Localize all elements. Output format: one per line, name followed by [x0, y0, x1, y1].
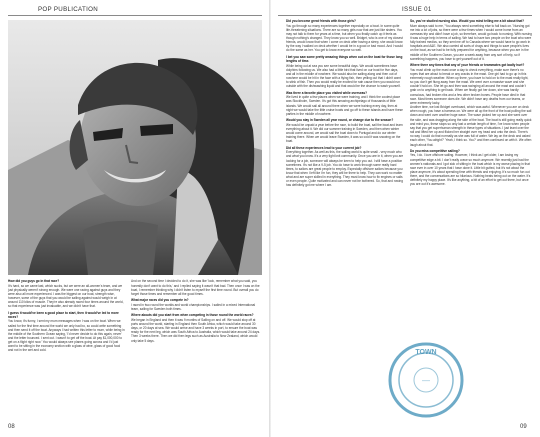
answer-paragraph: We began in England and then it was 9 months of Sailing on and off. We would stop off at ports around the world, starting in England then South Africa, which would take around 30 days, or 20 days at sea. We would arrive and have 3 weeks in port, to ensure the boat was ready for the next leg, which was South Africa to Australia, which would take around 24 days. Then 3 weeks there. Then we did then legs such as Australia to New Zealand, which would only take 5 days. — [131, 317, 261, 343]
right-column-1 — [286, 19, 404, 188]
stamp-ring-text: TOWN — [415, 349, 437, 356]
question-heading: Where there any times that any of your friends or teammates got badly hurt? — [410, 63, 525, 68]
question-heading: Where abouts did you start from when competing in those round the world races? — [131, 313, 254, 318]
left-header-title: POP PUBLICATION — [38, 6, 98, 13]
answer-paragraph: You know, it's funny, I sent my mum messages when I was on the boat. When we sailed for the first time around the world we only had bo, so could write something and then send it off the boat. Anyways I had written this letter to mum, while being in the middle of the Southern Ocean saying, 'I'd never decide to do this again, never' and the letter bounced. I sent out. I wasn't to get off the boat. At pay $1,000,000 to get on a flight right now.' You would always see planes going across and I'd just want to be sitting in the economy section with a glass of wine, glass of good food and not in the wet and cold. — [8, 319, 125, 353]
answer-paragraph: Everything together. As well as this, the sailing world is quite small - very much who and what you know. It's a very tight knit community. Once you are in it, when you are looking for a job, someone will always be keen to help you out. I still have a position sometimes. It's not like a 9-5 job. You do have to work through some really hard times, to sailors are great people to employ. Especially offshore sailors because you know that when I left like I'm fun, they will be there to help. They can work no matter what and are super skilled in everything. They must know how to fix engines or sails or even people. Quite motivated and can never not be bothered. So, that and rowing has definitely got me where I am. — [286, 150, 404, 188]
answer-paragraph: Yes, I do. I love offshore sailing. However, I think as I get older, I am losing my competitive edge a bit. I don't really crave so much anymore. We recently just had the women's nationals and I got sick of sitting in the boat which is my worse placing in that race ever in over 10 years that I have done it. Little bit gutted, but it's not about the place anymore, it's about spending time with friends and enjoying. It's so much fun out there, and the conversations are so hilarious. Nothing beats being out on the water. It's definitely my happy place. It's like anything, a bit of an effort to get out there, but once you are out it's awesome. — [410, 153, 531, 187]
left-column-2 — [131, 279, 261, 343]
left-page-number: 08 — [8, 424, 15, 430]
question-heading: So, you've studied nursing also. Would you mind telling me a bit about that? — [410, 19, 525, 23]
answer-paragraph: While being out at sea you see some beautiful days. We would sometimes have dolphins following us. We also had a little bird that lived on our boat for five days, and all in the middle of nowhere. We would also be sailing along and then out of nowhere would be hit in the face with a flying fish, then yelling out that I didn't want to stink of fish. Then you would really be excited for rain cause then you would run outside with the dishwashing liquid and that would be the chance to wash yourself. — [286, 63, 401, 89]
right-page-number: 09 — [520, 424, 527, 430]
question-heading: Was there a favorite place you visited while overseas? — [286, 90, 368, 95]
answer-paragraph: We would be unpaid a year before the race, to build the boat, sail the boat and learn everything about it. We did our summer training in Sweden, and then when winter would come around, we would sail the boat down to Portugal and do our winter training there. When we would leave Sweden, it was so cold it was snowing on the boat. — [286, 122, 403, 144]
question-heading: Would you stay in Sweden all year round, or change due to the season? — [286, 118, 394, 123]
question-heading: Do you miss competitive sailing? — [410, 148, 460, 153]
portrait-photo — [8, 20, 262, 275]
question-heading: Did you become great friends with those girls? — [286, 19, 356, 23]
answer-paragraph: Mum always said to me, 'You always need something else to fall back on.' Nursing got me into a lot of jobs, so there were a few times when I would come home from an overseas trip and didn't have a job, so therefore, would go back to nursing. With nursing it was a huge help in terms of sailing. We had to have two people on the boat who were fully trained medics, so they sent me off to Canada where we would have to go work in hospitals and A&E. We also carried all sorts of drugs and things to save people's lives on the boat, as we had to be fully prepared for anything, because when you are in the middle of the Southern Ocean, you are a week away from any sort of help, so if something happens, you have to get yourself out of it. — [410, 23, 532, 61]
answer-paragraph: You go through so many experiences together especially on a boat. In some quite life-threatening situations. There are so many girls now that are just like sisters. You may not talk to them for years at a time, but when you finally catch up it feels as though nothing's changed. They know you so well. Bridget, who is one of my closest friends, would know that when I come on deck after having a sleep, she would know by the way I walked on deck whether I would be in a good or bad mood. And I would do the same as her. You get to know everyone so well. — [286, 23, 403, 53]
answer-paragraph: I raced in two round the worlds and world championships. I sailed in a mixed International team, sailing for Sweden both times. — [131, 302, 256, 311]
circular-stamp-logo — [386, 340, 466, 420]
question-heading: How did you guys go in that race? — [8, 279, 60, 283]
right-column-2 — [410, 19, 532, 187]
answer-paragraph: And on the second time I decided to do it, she was like 'look, remember what you said, you honestly don't want to do this,' and I replied saying it wasn't that bad. Then once I was on the boat, I remember thinking why I didn't listen to myself the first time round. But overall you do forget those times and remember all the good times. — [131, 279, 260, 296]
stamp-center-text: — — [422, 376, 430, 385]
question-heading: What major races did you compete in? — [131, 298, 189, 303]
question-heading: Did all these experiences lead to your current job? — [286, 145, 362, 150]
left-column-1 — [8, 279, 125, 353]
answer-paragraph: It's hard, so we came last, which sucks, but we were an all-women's team, and we just physically weren't strong enough. We were one racing against guys and they were also all more experienced. I was the biggest on our boat, strength wise, however, some of the guys that you would be sailing against would weigh in at around 110 kilos of muscle. They're also already raced four times around the world, so that experience was just invaluable, and we didn't have that. — [8, 283, 124, 309]
answer-paragraph: You must climb up the mast once a day to check everything, make sure there's no ropes that are about to break or any cracks in the mast. One girl had to go up in this extremely rough weather. When up there, you have to hold on to the mast really tight, so you don't get flung away from the mast. We went over a massive wave and she couldn't hold on. She let go and then was swinging all around the mast and couldn't grab on to anything to get back. When we finally got her down, she was hardly conscious, had broken ribs and a few other broken bones. People have died in that race. Most times someone does die. We didn't have any deaths from our teams, or were extremely lucky. Another time, we lost Bridget overboard, which was awful. Whenever you are on deck when rough, you have a harness on. We were all up the front of the boat pulling the sail down and went over another huge wave. The wave picked her up and she went over the side, and was dragging along the side of the boat. The boat is still going really quick and mind you, these stops so only last a certain length of time, I've know when people say that you get superhuman strength in these types of situations. I just leant over the rail and lifted her up and flicked her straight over my head and onto the deck. There's no way I could do that normally as she was full of water. We lay on the deck and asked each other, 'You alright?' 'Yeah, I think so. You?' and then continued on with it. We often laugh about that. — [410, 67, 532, 147]
right-header-title: ISSUE 01 — [402, 6, 432, 13]
question-heading: I bet you saw some pretty amazing things when out on the boat for those long lengths of time. — [286, 54, 403, 63]
answer-paragraph: We lived in quite a few places when we were training, and I think the coolest place was Stockholm, Sweden. It's got this amazing archipelago of thousands of little islands. We would sail all around there when we were training every day, then at night we would take the little cruise boats and go off to these islands and have these parties in the middle of nowhere. — [286, 95, 403, 116]
left-header-rule — [8, 15, 262, 16]
right-header-rule — [278, 15, 532, 16]
page-gutter — [269, 0, 271, 437]
question-heading: I guess it would've been a good place to start, then it would've led to more races? — [8, 310, 119, 319]
